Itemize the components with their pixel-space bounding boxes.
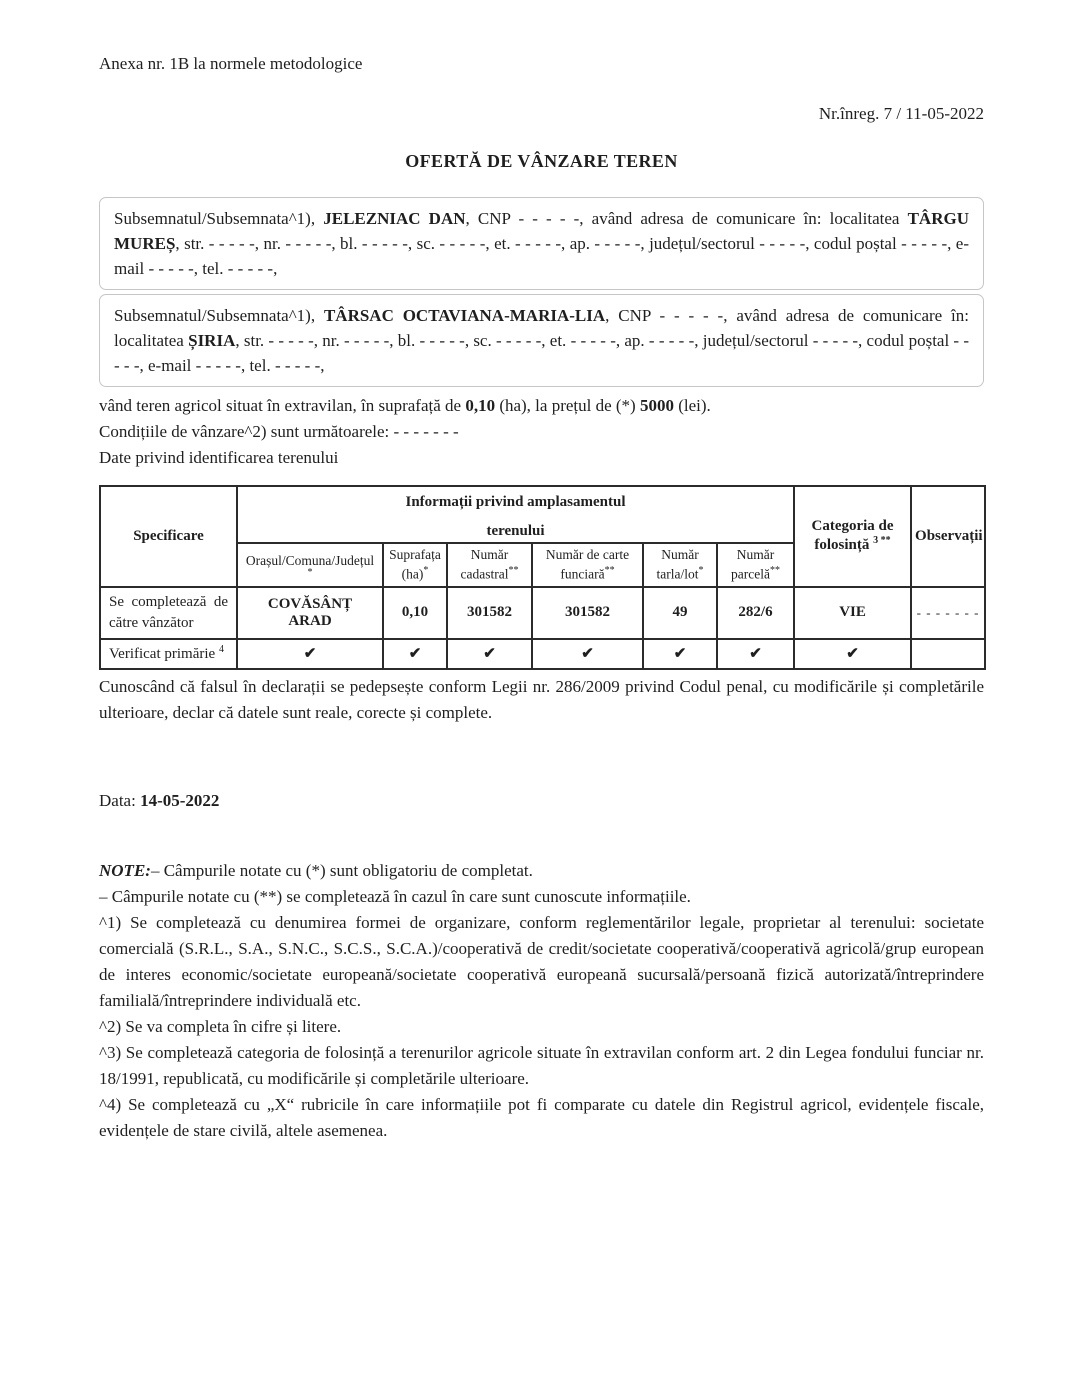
seller-data-row — [100, 587, 985, 639]
cell-suprafata: 0,10 — [383, 587, 447, 639]
check-carte-funciara: ✔ — [532, 639, 643, 669]
seller-cnp-address: , CNP - - - - -, având adresa de comunicare în: localitatea — [465, 209, 908, 228]
table-header-row-1 — [100, 486, 985, 543]
sale-conditions: Condițiile de vânzare^2) sunt următoarele: - - - - - - - — [99, 422, 459, 441]
land-id-heading: Date privind identificarea terenului — [99, 448, 339, 467]
seller-party-box — [99, 197, 984, 290]
check-observatii-empty — [911, 639, 985, 669]
note-1: – Câmpurile notate cu (*) sunt obligatoriu de completat. — [150, 860, 533, 880]
header-carte-funciara — [532, 543, 643, 587]
header-suprafata-sup: * — [423, 565, 429, 576]
sale-text-mid: (ha), la prețul de (*) — [495, 396, 640, 415]
header-orasul-sup: * — [307, 566, 313, 578]
header-orasul — [237, 543, 383, 587]
sale-area-value: 0,10 — [465, 396, 496, 415]
sale-text-pre: vând teren agricol situat în extravilan, în suprafață de — [99, 396, 466, 415]
date-value: 14-05-2022 — [140, 790, 220, 810]
note-intro — [99, 858, 984, 884]
header-cadastral-label: Număr cadastral — [460, 547, 509, 582]
cell-observatii: - - - - - - - — [911, 587, 985, 639]
check-cadastral: ✔ — [447, 639, 532, 669]
header-observatii: Observații — [911, 486, 985, 587]
header-categoria — [794, 486, 911, 587]
cell-categoria: VIE — [794, 587, 911, 639]
cell-orasul-city: COVĂSÂNȚ — [267, 595, 353, 612]
header-group-line2: terenului — [486, 523, 545, 539]
check-suprafata: ✔ — [383, 639, 447, 669]
header-categoria-label: Categoria de folosință — [811, 518, 894, 554]
seller-row-label: Se completează de către vânzător — [100, 587, 237, 639]
footnote-3: ^3) Se completează categoria de folosință a terenurilor agricole situate în extravilan conform art. 2 din Legea fondului funciar nr. 18/1991, republicată, cu modificările și completările ulterioare. — [99, 1042, 984, 1088]
header-suprafata-label: Suprafața (ha) — [389, 547, 441, 582]
seller-prefix: Subsemnatul/Subsemnata^1), — [114, 209, 324, 228]
footnote-2: ^2) Se va completa în cifre și litere. — [99, 1016, 342, 1036]
seller-locality: TÂRGU MUREȘ — [114, 209, 969, 253]
cell-orasul — [237, 587, 383, 639]
header-carte-funciara-sup: ** — [604, 565, 615, 576]
buyer-address-fields: , str. - - - - -, nr. - - - - -, bl. - - - - -, sc. - - - - -, et. - - - - -, ap. - - - - -, județul/sectorul - - - - -, codul poștal - - - - -, e-mail - - - - -, tel. - - - - -, — [114, 331, 970, 375]
header-specificare: Specificare — [100, 486, 237, 587]
check-tarla: ✔ — [643, 639, 717, 669]
footnote-4: ^4) Se completează cu „X“ rubricile în care informațiile pot fi comparate cu datele din Registrul agricol, evidențele fiscale, evidențele de stare civilă, altele asemenea. — [99, 1094, 984, 1140]
seller-name: JELEZNIAC DAN — [323, 209, 466, 228]
date-label: Data: — [99, 790, 141, 810]
land-identification-table — [99, 485, 986, 670]
verify-label-sup: 4 — [218, 644, 224, 655]
header-categoria-sup: 3 ** — [873, 535, 891, 547]
header-orasul-label: Orașul/Comuna/Județul — [245, 552, 375, 568]
buyer-party-box — [99, 294, 984, 387]
header-cadastral-sup: ** — [508, 565, 519, 576]
header-suprafata — [383, 543, 447, 587]
verify-label-text: Verificat primărie — [109, 646, 216, 662]
header-group-line1: Informații privind amplasamentul — [405, 494, 626, 510]
legal-declaration: Cunoscând că falsul în declarații se pedepsește conform Legii nr. 286/2009 privind Codul penal, cu modificările și completările ulterioare, declar că datele sunt reale, corecte și complete. — [99, 676, 984, 722]
header-parcela — [717, 543, 794, 587]
note-2: – Câmpurile notate cu (**) se completează în cazul în care sunt cunoscute informațiile. — [99, 886, 691, 906]
header-tarla-sup: * — [698, 565, 704, 576]
cell-parcela: 282/6 — [717, 587, 794, 639]
notes-section — [99, 858, 984, 1144]
header-parcela-label: Număr parcelă — [731, 547, 775, 582]
cell-tarla: 49 — [643, 587, 717, 639]
date-line — [99, 788, 984, 814]
seller-address-fields: , str. - - - - -, nr. - - - - -, bl. - - - - -, sc. - - - - -, et. - - - - -, ap. - - - - -, județul/sectorul - - - - -, codul poștal - - - - -, e-mail - - - - -, tel. - - - - -, — [114, 234, 969, 278]
header-cadastral — [447, 543, 532, 587]
cell-orasul-county: ARAD — [288, 612, 332, 629]
verify-row-label — [100, 639, 237, 669]
registration-number: Nr.înreg. 7 / 11-05-2022 — [818, 104, 984, 123]
buyer-locality: ȘIRIA — [188, 331, 236, 350]
check-parcela: ✔ — [717, 639, 794, 669]
note-label: NOTE: — [99, 860, 151, 880]
header-group-amplasament — [237, 486, 794, 543]
header-tarla — [643, 543, 717, 587]
sale-text-post: (lei). — [673, 396, 711, 415]
buyer-name: TÂRSAC OCTAVIANA-MARIA-LIA — [323, 306, 606, 325]
sale-price-value: 5000 — [639, 396, 674, 415]
annex-label: Anexa nr. 1B la normele metodologice — [99, 54, 363, 73]
header-tarla-label: Număr tarla/lot — [656, 547, 699, 582]
cell-carte-funciara: 301582 — [532, 587, 643, 639]
page-title: OFERTĂ DE VÂNZARE TEREN — [405, 151, 678, 171]
cell-cadastral: 301582 — [447, 587, 532, 639]
footnote-1: ^1) Se completează cu denumirea formei de organizare, conform reglementărilor legale, proprietar al terenului: societate comercială (S.R.L., S.A., S.N.C., S.C.S., S.C.A.)/cooperativă de credit/societate cooperativă/cooperativă agricolă/grup european de interes economic/societate europeană/societate cooperativă europeană sucursală/persoană fizică autorizată/întreprindere familială/întreprindere individuală etc. — [99, 912, 984, 1010]
buyer-cnp-address: , CNP - - - - -, având adresa de comunicare în: localitatea — [114, 306, 969, 350]
sale-statement — [99, 393, 984, 419]
header-carte-funciara-label: Număr de carte funciară — [545, 547, 630, 582]
check-categoria: ✔ — [794, 639, 911, 669]
header-parcela-sup: ** — [770, 565, 780, 576]
buyer-prefix: Subsemnatul/Subsemnata^1), — [114, 306, 324, 325]
verify-row — [100, 639, 985, 669]
check-orasul: ✔ — [237, 639, 383, 669]
